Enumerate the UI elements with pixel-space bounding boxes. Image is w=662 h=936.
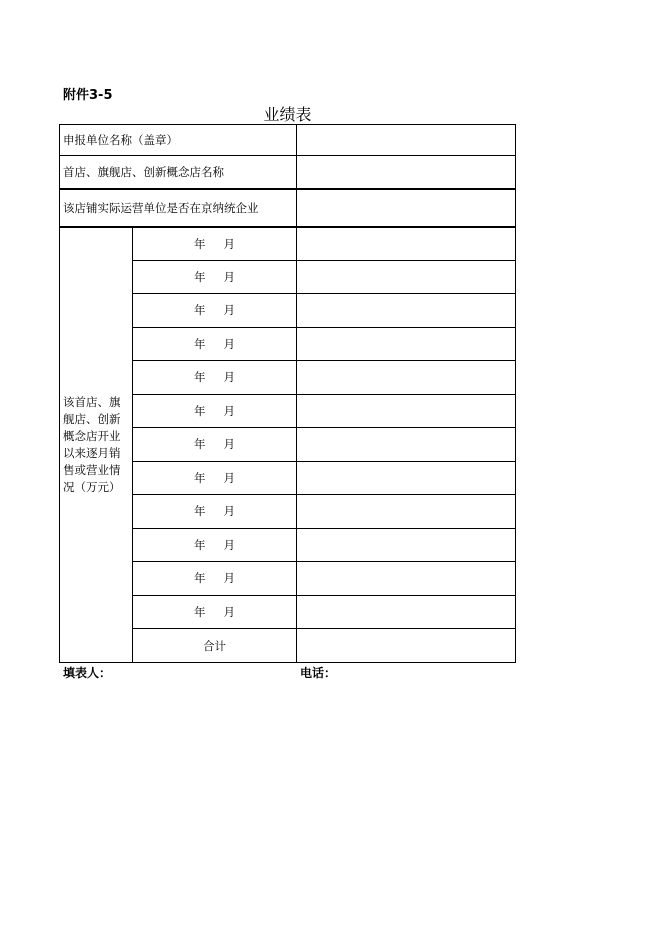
month-label-cell — [133, 461, 297, 495]
store-name-row — [60, 156, 516, 189]
year-label: 年 — [194, 303, 206, 318]
year-label: 年 — [194, 504, 206, 519]
month-label-cell — [133, 595, 297, 629]
month-label-cell — [133, 495, 297, 529]
year-label: 年 — [194, 437, 206, 452]
year-label: 年 — [194, 470, 206, 485]
month-label-cell — [133, 528, 297, 562]
year-label: 年 — [194, 336, 206, 351]
month-label: 月 — [223, 370, 235, 385]
year-label: 年 — [194, 403, 206, 418]
total-label: 合计 — [133, 629, 297, 663]
month-value-cell[interactable] — [297, 528, 516, 562]
month-value-cell[interactable] — [297, 461, 516, 495]
month-label: 月 — [223, 470, 235, 485]
month-label: 月 — [223, 604, 235, 619]
month-value-cell[interactable] — [297, 394, 516, 428]
applicant-label: 申报单位名称（盖章） — [60, 125, 297, 156]
month-label-cell — [133, 327, 297, 361]
attachment-number: 附件3-5 — [63, 88, 113, 103]
year-label: 年 — [194, 269, 206, 284]
applicant-row — [60, 125, 516, 156]
sales-label: 该首店、旗舰店、创新概念店开业以来逐月销售或营业情况（万元） — [60, 227, 133, 663]
year-label: 年 — [194, 537, 206, 552]
month-label-cell — [133, 227, 297, 261]
month-label-cell — [133, 294, 297, 328]
month-value-cell[interactable] — [297, 260, 516, 294]
month-label-cell — [133, 260, 297, 294]
month-value-cell[interactable] — [297, 227, 516, 261]
month-value-cell[interactable] — [297, 595, 516, 629]
month-label-cell — [133, 428, 297, 462]
store-name-value-cell[interactable] — [297, 156, 516, 189]
month-label: 月 — [223, 336, 235, 351]
phone-label: 电话： — [300, 666, 337, 680]
operator-value-cell[interactable] — [297, 189, 516, 227]
month-label-cell — [133, 361, 297, 395]
month-value-cell[interactable] — [297, 428, 516, 462]
month-value-cell[interactable] — [297, 495, 516, 529]
form-title: 业绩表 — [263, 105, 312, 124]
month-label: 月 — [223, 537, 235, 552]
month-label: 月 — [223, 303, 235, 318]
month-label: 月 — [223, 571, 235, 586]
year-label: 年 — [194, 370, 206, 385]
store-name-label: 首店、旗舰店、创新概念店名称 — [60, 156, 297, 189]
year-label: 年 — [194, 571, 206, 586]
year-label: 年 — [194, 604, 206, 619]
month-label: 月 — [223, 504, 235, 519]
month-value-cell[interactable] — [297, 562, 516, 596]
applicant-value-cell[interactable] — [297, 125, 516, 156]
operator-row — [60, 189, 516, 227]
month-label: 月 — [223, 403, 235, 418]
total-value-cell[interactable] — [297, 629, 516, 663]
month-label: 月 — [223, 269, 235, 284]
month-value-cell[interactable] — [297, 361, 516, 395]
month-label: 月 — [223, 437, 235, 452]
month-row — [60, 227, 516, 261]
filler-label: 填表人： — [63, 666, 112, 680]
year-label: 年 — [194, 236, 206, 251]
month-value-cell[interactable] — [297, 294, 516, 328]
performance-table — [59, 124, 516, 663]
month-label-cell — [133, 394, 297, 428]
month-value-cell[interactable] — [297, 327, 516, 361]
month-label-cell — [133, 562, 297, 596]
operator-label: 该店铺实际运营单位是否在京纳统企业 — [60, 189, 297, 227]
month-label: 月 — [223, 236, 235, 251]
